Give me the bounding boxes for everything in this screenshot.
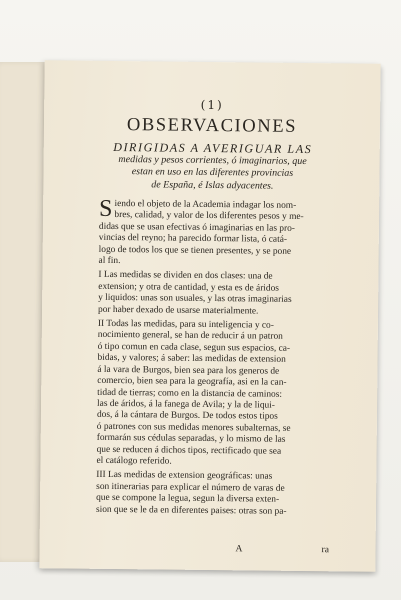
body-text [95,195,361,519]
page-number: (1) [200,97,224,113]
text-line: formarán sus cédulas separadas, y lo mismo de las [96,432,286,445]
dropcap: S [98,195,113,222]
text-line: que se compone la legua, segun la diversa exten- [96,492,280,505]
text-line: ó tipo comun en cada clase, segun sus espacios, ca- [97,341,291,354]
text-line: que se reducen á dichos tipos, rectificado que sea [96,444,282,457]
document-page [39,60,380,571]
text-line: y liquidos: unas son usuales, y las otras imaginarias [98,293,292,306]
text-line: bidas, y valores; á saber: las medidas de extension [97,353,286,366]
text-line: por haber dexado de usarse materialmente. [98,304,259,317]
text-line: iendo el objeto de la Academia indagar los nom- [114,198,297,211]
text-line: III Las medidas de extension geográficas: unas [96,470,273,483]
text-line: bres, calidad, y valor de los diferentes pesos y me- [114,210,304,223]
subtitle [77,141,348,194]
text-line: tidad de tierras; como en la distancia de caminos: [97,387,283,400]
text-line: nocimiento general, se han de reducir á un patron [97,330,283,343]
text-line: son itinerarias para explicar el número de varas de [96,481,285,494]
text-line: dos, á la cántara de Burgos. De todos estos tipos [96,410,278,423]
text-line: ó patrones con sus medidas menores subalternas, se [96,421,291,434]
text-line: extension; y otra de cantidad, y esta es de áridos [98,281,280,294]
text-line: II Todas las medidas, para su inteligencia y co- [97,318,274,331]
subtitle-line: de España, é Islas adyacentes. [151,178,274,192]
text-line: didas que se usan efectivas ó imaginarias en las pro- [98,221,296,234]
page-title: OBSERVACIONES [126,115,298,137]
text-line: sion que se le da en diferentes paises: otras son pa- [95,504,287,517]
text-line: I Las medidas se dividen en dos clases: una de [98,270,273,283]
text-line: las de áridos, á la fanega de Avila; y la de liqui- [97,398,276,411]
subtitle-line: medidas y pesos corrientes, ó imaginarios, que [118,153,307,167]
text-line: logo de todos los que se tienen presentes, y se pone [98,244,292,257]
text-line: á la vara de Burgos, bien sea para los generos de [97,364,280,377]
text-line: el catálogo referido. [96,455,172,467]
catchword: ra [321,545,329,556]
text-line: vincias del reyno; ha parecido formar lista, ó catá- [98,233,288,246]
subtitle-line: DIRIGIDAS A AVERIGUAR LAS [113,139,313,157]
signature-mark: A [235,544,243,555]
subtitle-line: estan en uso en las diferentes provincias [131,166,294,179]
text-line: comercio, bien sea para la geografía, asi en la can- [97,375,287,388]
text-line: al fin. [98,255,121,267]
